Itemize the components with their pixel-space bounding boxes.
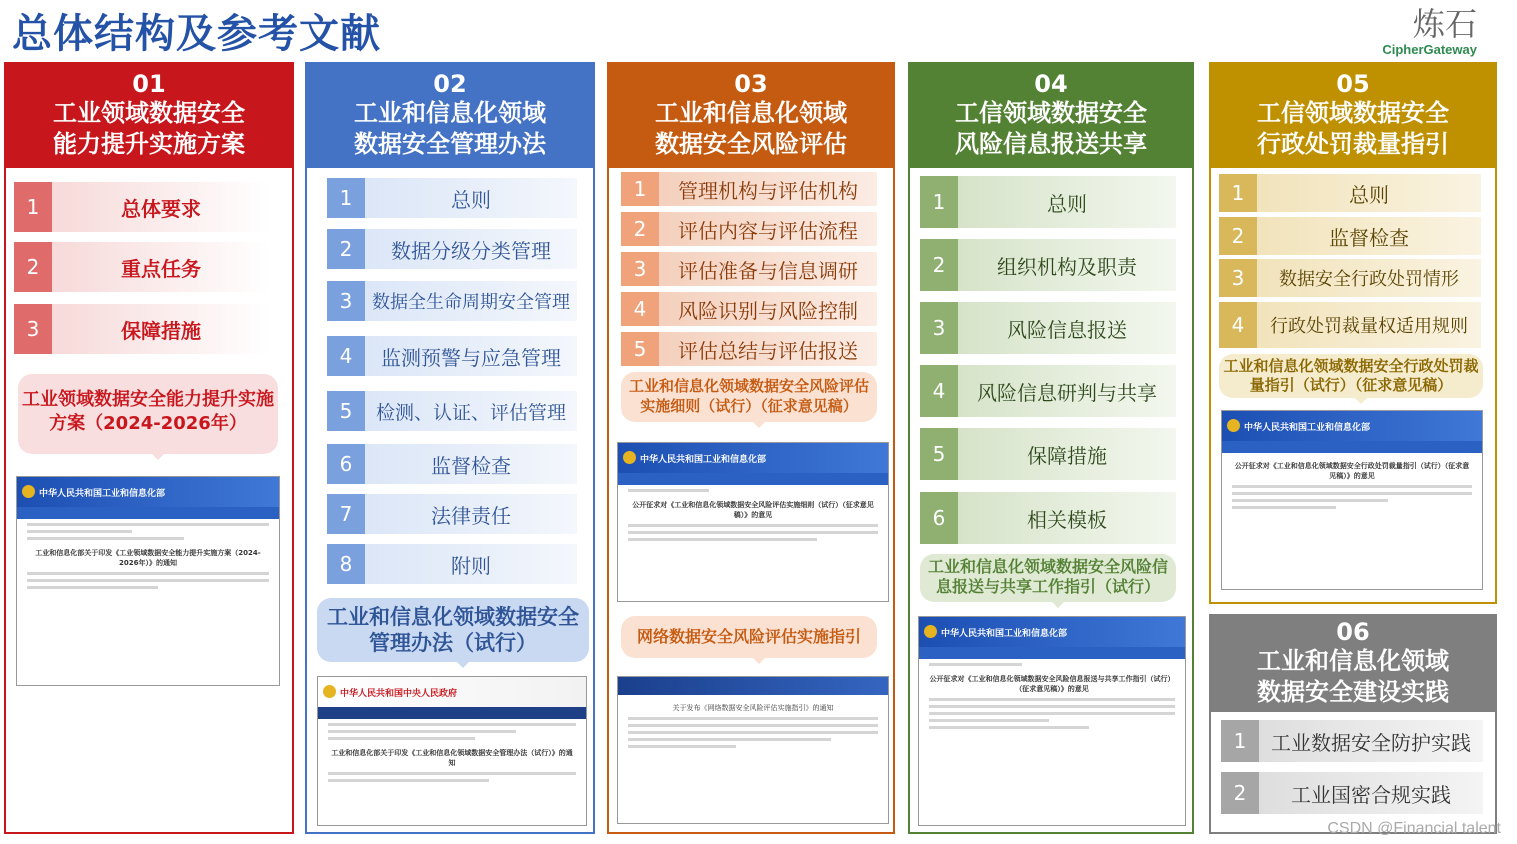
list-item[interactable] [1219,302,1481,348]
column-title-line1: 工信领域数据安全 [1257,99,1449,127]
doc-nav [318,707,586,719]
item-number: 2 [327,229,365,269]
item-label: 保障措施 [958,428,1176,480]
list-item[interactable] [14,242,270,292]
item-label: 工业数据安全防护实践 [1259,720,1483,762]
document-screenshot-2[interactable] [617,676,889,824]
column-02 [305,62,595,834]
reference-callout: 工业和信息化领域数据安全风险评估实施细则（试行）（征求意见稿） [621,372,877,422]
item-label: 附则 [365,544,577,584]
reference-callout: 工业和信息化领域数据安全行政处罚裁量指引（试行）（征求意见稿） [1219,354,1483,398]
item-label: 保障措施 [52,304,270,354]
list-item[interactable] [621,332,877,366]
item-number: 6 [920,492,958,544]
item-label: 监测预警与应急管理 [365,336,577,376]
column-number: 04 [1034,70,1068,98]
item-label: 组织机构及职责 [958,239,1176,291]
item-number: 2 [14,242,52,292]
item-label: 法律责任 [365,494,577,534]
column-title-line2: 风险信息报送共享 [955,130,1147,158]
doc-nav [17,507,279,519]
doc-title: 公开征求对《工业和信息化领域数据安全风险信息报送与共享工作指引（试行）（征求意见稿）》的意见 [929,675,1175,693]
list-item[interactable] [920,492,1176,544]
item-number: 1 [1219,174,1257,212]
column-number: 05 [1336,70,1370,98]
emblem-icon [623,451,636,464]
item-label: 总体要求 [52,182,270,232]
list-item[interactable] [621,212,877,246]
column-header [1211,616,1495,712]
reference-callout: 工业和信息化领域数据安全风险信息报送与共享工作指引（试行） [920,554,1176,602]
list-item[interactable] [1221,772,1483,814]
column-header [609,64,893,168]
doc-nav [919,647,1185,659]
list-item[interactable] [1219,259,1481,297]
list-item[interactable] [920,365,1176,417]
item-label: 监督检查 [365,444,577,484]
column-title-line2: 数据安全建设实践 [1257,678,1449,706]
item-number: 5 [920,428,958,480]
item-label: 数据安全行政处罚情形 [1257,259,1481,297]
item-number: 4 [920,365,958,417]
item-label: 风险识别与风险控制 [659,292,877,326]
list-item[interactable] [920,302,1176,354]
item-label: 管理机构与评估机构 [659,172,877,206]
item-label: 数据全生命周期安全管理 [365,281,577,321]
item-number: 3 [327,281,365,321]
item-number: 8 [327,544,365,584]
column-title-line2: 数据安全风险评估 [655,130,847,158]
column-number: 06 [1336,618,1370,646]
document-screenshot[interactable] [617,442,889,602]
list-item[interactable] [14,304,270,354]
column-05 [1209,62,1497,604]
doc-nav [1222,441,1482,453]
doc-header-bar [618,677,888,695]
page-title: 总体结构及参考文献 [12,11,381,57]
item-number: 1 [1221,720,1259,762]
doc-header-bar [618,443,888,473]
column-title-line1: 工信领域数据安全 [955,99,1147,127]
column-header [910,64,1192,168]
column-header [1211,64,1495,168]
column-title-line1: 工业和信息化领域 [655,99,847,127]
column-title-line2: 能力提升实施方案 [53,130,245,158]
reference-callout: 工业领域数据安全能力提升实施方案（2024-2026年） [18,374,278,454]
item-label: 总则 [365,178,577,218]
column-title-line1: 工业和信息化领域 [1257,647,1449,675]
list-item[interactable] [327,281,577,321]
item-label: 风险信息报送 [958,302,1176,354]
item-number: 6 [327,444,365,484]
doc-header-bar [1222,411,1482,441]
list-item[interactable] [327,336,577,376]
emblem-icon [22,485,35,498]
item-number: 1 [14,182,52,232]
doc-title: 关于发布《网络数据安全风险评估实施指引》的通知 [672,704,834,712]
document-screenshot[interactable] [317,676,587,826]
list-item[interactable] [327,229,577,269]
emblem-icon [924,625,937,638]
emblem-icon [1227,419,1240,432]
document-screenshot[interactable] [1221,410,1483,590]
column-title-line2: 数据安全管理办法 [354,130,546,158]
item-number: 3 [920,302,958,354]
logo [1382,6,1477,57]
item-label: 评估准备与信息调研 [659,252,877,286]
item-number: 4 [327,336,365,376]
item-number: 5 [621,332,659,366]
item-number: 3 [14,304,52,354]
column-01 [4,62,294,834]
column-04 [908,62,1194,834]
list-item[interactable] [920,239,1176,291]
item-label: 工业国密合规实践 [1259,772,1483,814]
item-number: 2 [920,239,958,291]
list-item[interactable] [1219,217,1481,255]
doc-title: 公开征求对《工业和信息化领域数据安全行政处罚裁量指引（试行）（征求意见稿）》的意见 [1234,462,1470,480]
column-number: 02 [433,70,467,98]
item-label: 总则 [1257,174,1481,212]
item-number: 1 [621,172,659,206]
item-label: 评估总结与评估报送 [659,332,877,366]
document-screenshot[interactable] [16,476,280,686]
list-item[interactable] [327,178,577,218]
emblem-icon [323,685,336,698]
item-number: 1 [327,178,365,218]
list-item[interactable] [920,428,1176,480]
column-header [307,64,593,168]
item-number: 2 [1221,772,1259,814]
doc-nav [618,473,888,485]
item-number: 7 [327,494,365,534]
item-number: 1 [920,176,958,228]
doc-header-bar [17,477,279,507]
doc-title: 公开征求对《工业和信息化领域数据安全风险评估实施细则（试行）（征求意见稿）》的意见 [632,501,874,519]
watermark: CSDN @Financial talent [1327,820,1501,837]
item-number: 3 [1219,259,1257,297]
item-label: 相关模板 [958,492,1176,544]
item-label: 评估内容与评估流程 [659,212,877,246]
doc-header-bar [318,677,586,707]
column-number: 03 [734,70,768,98]
doc-site-name: 中华人民共和国工业和信息化部 [640,454,767,465]
list-item[interactable] [920,176,1176,228]
item-label: 数据分级分类管理 [365,229,577,269]
item-number: 4 [621,292,659,326]
column-title-line2: 行政处罚裁量指引 [1257,130,1449,158]
item-label: 重点任务 [52,242,270,292]
column-title-line1: 工业领域数据安全 [53,99,245,127]
column-03 [607,62,895,834]
list-item[interactable] [1221,720,1483,762]
list-item[interactable] [621,252,877,286]
column-header [6,64,292,168]
doc-site-name: 中华人民共和国工业和信息化部 [39,488,166,499]
list-item[interactable] [621,292,877,326]
column-title-line1: 工业和信息化领域 [354,99,546,127]
doc-title: 工业和信息化部关于印发《工业领域数据安全能力提升实施方案（2024-2026年）》的通知 [35,549,261,567]
list-item[interactable] [327,494,577,534]
doc-header-bar [919,617,1185,647]
list-item[interactable] [327,391,577,431]
item-number: 5 [327,391,365,431]
item-label: 行政处罚裁量权适用规则 [1257,302,1481,348]
item-label: 风险信息研判与共享 [958,365,1176,417]
list-item[interactable] [14,182,270,232]
item-number: 4 [1219,302,1257,348]
doc-site-name: 中华人民共和国工业和信息化部 [941,628,1068,639]
list-item[interactable] [1219,174,1481,212]
doc-title: 工业和信息化部关于印发《工业和信息化领域数据安全管理办法（试行）》的通知 [331,749,573,767]
document-screenshot[interactable] [918,616,1186,826]
list-item[interactable] [327,544,577,584]
reference-callout-2: 网络数据安全风险评估实施指引 [621,616,877,658]
logo-cn: 炼石 [1412,5,1477,43]
logo-en: CipherGateway [1382,42,1477,57]
item-label: 监督检查 [1257,217,1481,255]
list-item[interactable] [327,444,577,484]
list-item[interactable] [621,172,877,206]
column-06 [1209,614,1497,834]
reference-callout: 工业和信息化领域数据安全管理办法（试行） [317,598,589,662]
item-label: 检测、认证、评估管理 [365,391,577,431]
doc-site-name: 中华人民共和国中央人民政府 [340,688,458,699]
item-number: 3 [621,252,659,286]
item-number: 2 [1219,217,1257,255]
column-number: 01 [132,70,166,98]
item-label: 总则 [958,176,1176,228]
doc-site-name: 中华人民共和国工业和信息化部 [1244,422,1371,433]
item-number: 2 [621,212,659,246]
